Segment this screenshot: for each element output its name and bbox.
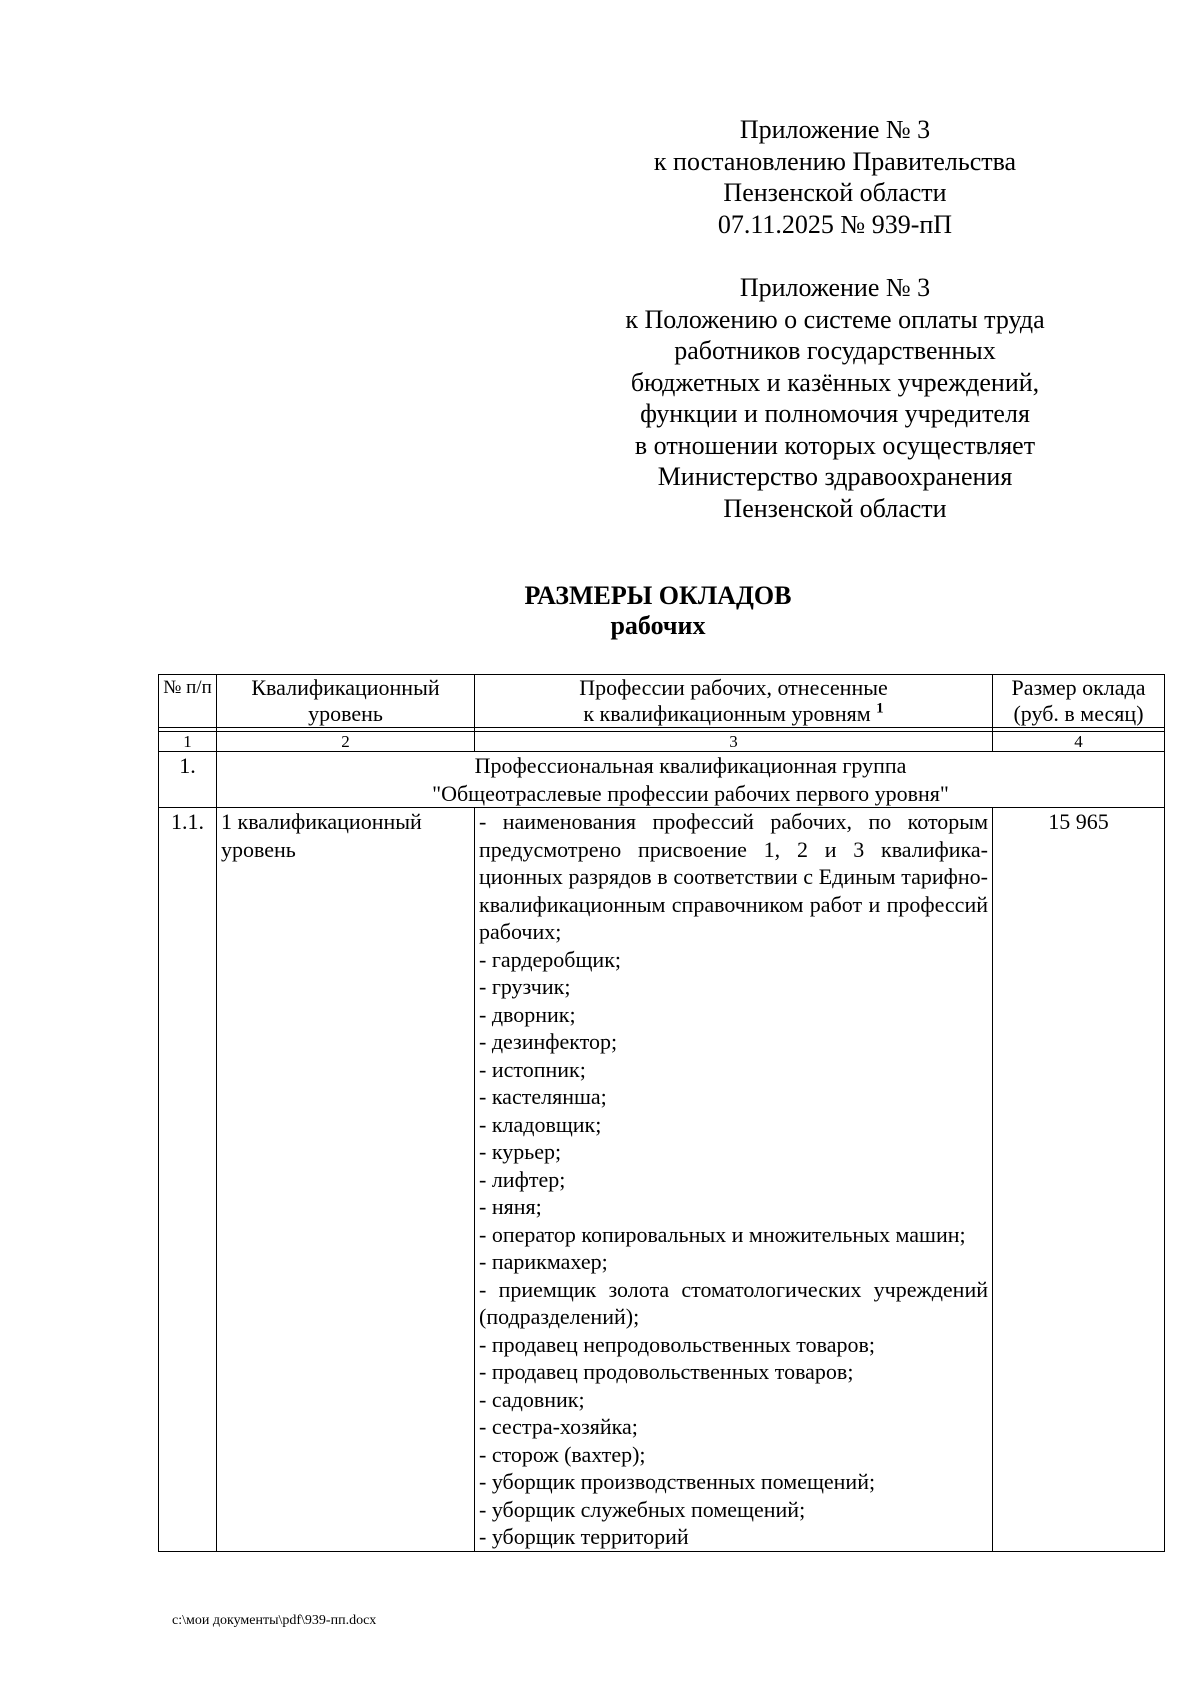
group-row — [159, 752, 1165, 808]
row-professions — [475, 808, 993, 1552]
annex-regulation-line: функции и полномочия учредителя — [640, 399, 1030, 428]
column-number: 4 — [993, 732, 1165, 752]
profession-item: - грузчик; — [479, 974, 571, 999]
header-salary: Размер оклада (руб. в месяц) — [993, 675, 1165, 728]
column-number: 1 — [159, 732, 217, 752]
row-num: 1.1. — [159, 808, 217, 1552]
annex-regulation-line: работников государственных — [674, 336, 996, 365]
footnote-marker: 1 — [876, 700, 884, 717]
header-professions-line2: к квалификационным уровням — [583, 701, 871, 726]
profession-item: - няня; — [479, 1194, 542, 1219]
profession-item: - кастелянша; — [479, 1084, 607, 1109]
profession-item: - садовник; — [479, 1386, 585, 1412]
profession-item: - сторож (вахтер); — [479, 1441, 646, 1467]
footer-file-path: c:\мои документы\pdf\939-пп.docx — [172, 1613, 377, 1628]
profession-item: - дезинфектор; — [479, 1029, 618, 1054]
document-title: РАЗМЕРЫ ОКЛАДОВ — [524, 581, 792, 610]
document-subtitle: рабочих — [610, 611, 706, 640]
header-professions — [475, 675, 993, 728]
table-row — [159, 808, 1165, 1552]
table-header-row — [159, 675, 1165, 728]
annex-main-line: Пензенской области — [723, 178, 947, 207]
column-number-row — [159, 732, 1165, 752]
profession-item: - истопник; — [479, 1056, 586, 1082]
profession-item: - продавец непродовольственных товаров; — [479, 1331, 875, 1357]
group-title — [217, 752, 1165, 808]
profession-item: - продавец продовольственных товаров; — [479, 1359, 854, 1384]
group-title-line2: "Общеотраслевые профессии рабочих первого уровня" — [432, 780, 949, 806]
profession-item: - кладовщик; — [479, 1111, 602, 1137]
profession-item: - наименования профессий рабочих, по которым предусмотрено присвоение 1, 2 и 3 квалифика-ционных разрядов в соответствии с Единым тарифно-квалификационным справочником работ и профессий рабочих; — [479, 809, 988, 944]
header-num: № п/п — [159, 675, 217, 728]
profession-item: - лифтер; — [479, 1166, 566, 1192]
row-salary: 15 965 — [993, 808, 1165, 1552]
annex-main-block — [620, 114, 1050, 240]
column-number: 3 — [475, 732, 993, 752]
profession-item: - сестра-хозяйка; — [479, 1414, 638, 1439]
profession-item: - парикмахер; — [479, 1249, 608, 1274]
header-level: Квалификационный уровень — [217, 675, 475, 728]
profession-item: - оператор копировальных и множительных машин; — [479, 1221, 966, 1247]
column-number: 2 — [217, 732, 475, 752]
group-num: 1. — [159, 752, 217, 808]
group-title-line1: Профессиональная квалификационная группа — [474, 753, 907, 778]
salary-table — [158, 674, 1165, 1552]
annex-main-line: Приложение № 3 — [739, 115, 931, 144]
annex-regulation-line: Приложение № 3 — [739, 273, 931, 302]
profession-item: - дворник; — [479, 1001, 576, 1027]
annex-regulation-line: Министерство здравоохранения — [657, 462, 1013, 491]
profession-item: - уборщик служебных помещений; — [479, 1496, 806, 1522]
profession-item: - курьер; — [479, 1139, 562, 1164]
profession-item: - приемщик золота стоматологических учреждений (подразделений); — [479, 1276, 988, 1329]
row-level: 1 квалификационный уровень — [217, 808, 475, 1552]
annex-regulation-block — [620, 272, 1050, 524]
header-professions-line1: Профессии рабочих, отнесенные — [579, 675, 888, 700]
annex-main-line: к постановлению Правительства — [653, 146, 1017, 176]
profession-item: - уборщик территорий — [479, 1524, 689, 1549]
annex-regulation-line: в отношении которых осуществляет — [634, 430, 1036, 460]
annex-regulation-line: к Положению о системе оплаты труда — [625, 304, 1045, 334]
annex-main-line: 07.11.2025 № 939-пП — [717, 209, 953, 239]
annex-regulation-line: бюджетных и казённых учреждений, — [630, 367, 1040, 397]
profession-item: - гардеробщик; — [479, 946, 621, 972]
profession-item: - уборщик производственных помещений; — [479, 1469, 876, 1494]
annex-regulation-line: Пензенской области — [723, 493, 947, 523]
